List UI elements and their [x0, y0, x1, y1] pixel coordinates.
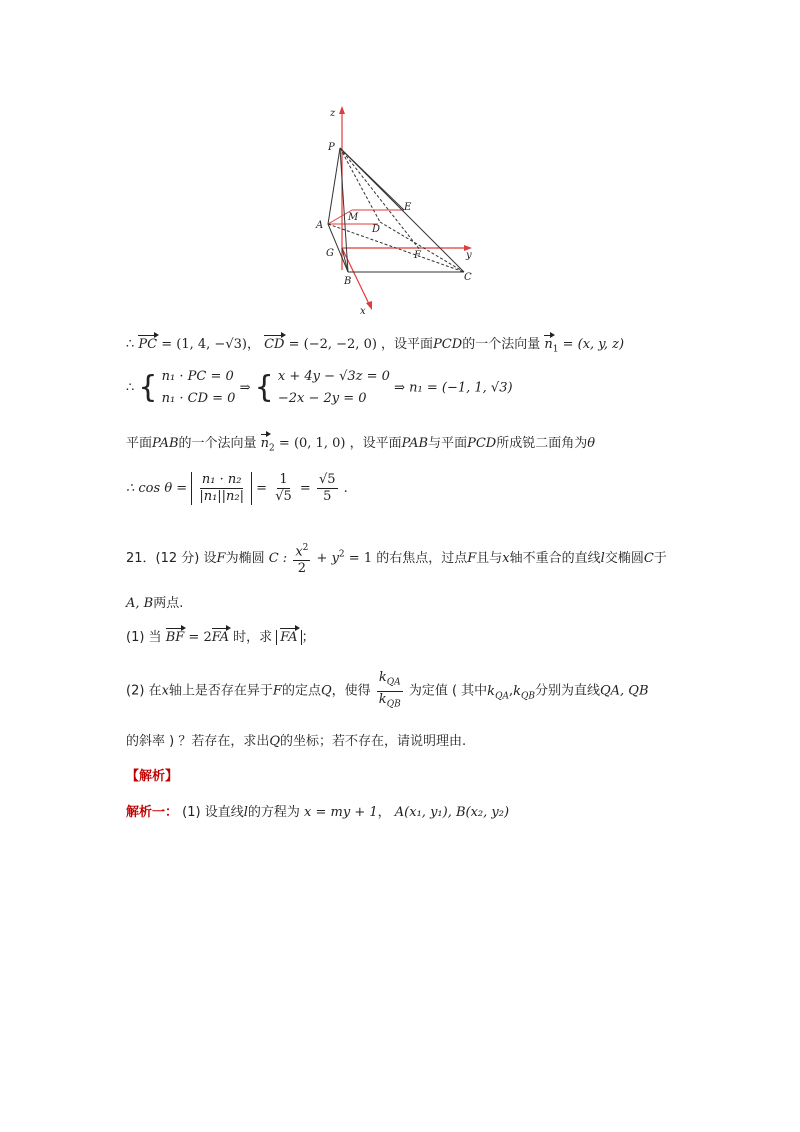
points-AB: A, B — [126, 596, 154, 611]
problem-number: 21．(12 分) — [126, 551, 200, 567]
text-and-plane: 与平面 — [428, 436, 468, 451]
equals-2: = — [299, 481, 311, 496]
text-right-focus: 的右焦点，过点 — [376, 551, 468, 567]
cos-denominator: |n₁||n₂| — [199, 489, 244, 504]
equals-1: = — [256, 481, 268, 496]
vector-pc: PC — [138, 337, 158, 352]
label-A: A — [316, 220, 324, 231]
k-qa-sub: QA — [495, 691, 509, 702]
part1-label: (1) 当 — [126, 630, 162, 645]
part2-text2: 的定点 — [281, 683, 321, 699]
frac-k-num-sub: QA — [386, 677, 401, 688]
frac-two: 2 — [297, 561, 306, 577]
label-C: C — [464, 272, 472, 283]
frac2-den: √5 — [275, 489, 292, 504]
solution-line — [126, 801, 509, 820]
part2-cont2: 的坐标；若不存在，请说明理由. — [280, 734, 467, 749]
plane-pcd: PCD — [433, 337, 463, 352]
solution-comma: ， — [377, 805, 391, 820]
implies-arrow-2: ⇒ — [394, 380, 405, 396]
text-at: 于 — [653, 551, 667, 567]
label-E: E — [404, 202, 412, 213]
edge-PA — [328, 148, 340, 224]
period: . — [343, 481, 348, 496]
ellipse-C-2: C — [643, 551, 654, 567]
plane-pcd-2: PCD — [467, 436, 497, 451]
part1-end: ； — [301, 630, 315, 645]
part2-F: F — [272, 683, 282, 699]
text-intersect: 交椭圆 — [604, 551, 644, 567]
equation-n1-cd: n₁ · CD = 0 — [161, 391, 236, 406]
k-qa: k — [487, 683, 496, 699]
vector-FA-abs: FA — [280, 630, 298, 645]
label-F: F — [414, 250, 421, 261]
equation-3: x + 4y − √3z = 0 — [277, 369, 390, 384]
line-system: ∴ { n₁ · PC = 0 n₁ · CD = 0 ⇒ { x + 4y − √3z = 0 −2x − 2y = 0 ⇒ n₁ = (−1, 1, √3) — [126, 366, 513, 410]
equation-4: −2x − 2y = 0 — [277, 391, 367, 406]
problem-21-line1: 21．(12 分) 设F为椭圆 C : $\frac{x^2}{2}$ + $y^2 = 1$ 的右焦点，过点F且与x轴不重合的直线l交椭圆C于 — [126, 540, 667, 577]
therefore-symbol: ∴ — [126, 337, 135, 352]
comma: , — [508, 683, 514, 699]
text-dihedral: 所成锐二面角为 — [496, 436, 588, 451]
vector-n2-value: = (0, 1, 0) — [278, 436, 346, 451]
edge-PE — [340, 148, 404, 210]
part-1 — [126, 626, 315, 645]
plus-y: + y — [316, 551, 339, 567]
focus-F: F — [216, 551, 226, 567]
label-y: y — [466, 250, 472, 261]
n1-result: n₁ = (−1, 1, √3) — [409, 380, 513, 396]
label-D: D — [372, 224, 381, 235]
text-set-plane: ，设平面 — [349, 436, 402, 451]
text-let: 设 — [203, 551, 217, 567]
vector-cd: CD — [264, 337, 285, 352]
z-axis-arrow — [339, 106, 345, 114]
text-line: 轴不重合的直线 — [509, 551, 601, 567]
theta-symbol: θ — [587, 436, 596, 451]
part2-text3: ，使得 — [331, 683, 371, 699]
x-axis-arrow — [366, 301, 372, 310]
solution-equation: x = my + 1 — [304, 805, 378, 820]
implies-arrow: ⇒ — [239, 380, 251, 396]
label-G: G — [326, 248, 334, 259]
vector-BF: BF — [165, 630, 185, 645]
part2-x: x — [161, 683, 169, 699]
vector-cd-value: = (−2, −2, 0) — [288, 337, 377, 352]
text-normal-vector: 的一个法向量 — [462, 337, 541, 352]
part2-label: (2) 在 — [126, 683, 162, 699]
frac2-num: 1 — [279, 472, 288, 487]
plane-pab: PAB — [152, 436, 179, 451]
part2-text5: 分别为直线 — [534, 683, 600, 699]
part2-text4: 为定值 ( 其中 — [408, 683, 488, 699]
solution-text2: 的方程为 — [247, 805, 300, 820]
k-qb: k — [513, 683, 521, 699]
text-plane: 平面 — [126, 436, 153, 451]
frac-k-num: k — [378, 670, 387, 685]
text-plane-intro: ，设平面 — [381, 337, 434, 352]
line-vectors: ∴ PC = (1, 4, −√3)， CD = (−2, −2, 0) ，设平面PCD的一个法向量 $n_1 = (x$, y, z) — [126, 337, 625, 355]
part-2 — [126, 670, 649, 712]
edge-PD — [340, 148, 380, 222]
text-and: 且与 — [476, 551, 503, 567]
frac3-num: √5 — [318, 472, 336, 487]
plane-pab-2: PAB — [401, 436, 429, 451]
pyramid-figure — [300, 100, 500, 318]
ellipse-C: C : — [268, 551, 288, 567]
text-normal-vector-2: 的一个法向量 — [178, 436, 257, 451]
solution-text1: (1) 设直线 — [182, 805, 244, 820]
cos-lhs: ∴ cos θ = — [126, 481, 188, 496]
label-M: M — [348, 212, 359, 223]
part-2-cont — [126, 730, 466, 749]
frac-k-den: k — [378, 691, 387, 707]
line-plane-pab: 平面PAB的一个法向量 $n_2 = (0$, 1, 0) ，设平面PAB与平面PCD所成锐二面角为θ — [126, 436, 596, 454]
equation-n1-pc: n₁ · PC = 0 — [161, 369, 234, 384]
text-two-points: 两点. — [153, 596, 184, 611]
k-qb-sub: QB — [520, 691, 535, 702]
solution-points: A(x₁, y₁), B(x₂, y₂) — [394, 805, 510, 820]
therefore-symbol-2: ∴ — [126, 380, 135, 396]
line-l: l — [600, 551, 605, 567]
x-axis-var: x — [502, 551, 510, 567]
vector-FA: FA — [211, 630, 229, 645]
part2-lines: QA, QB — [600, 683, 649, 699]
text-ellipse: 为椭圆 — [225, 551, 265, 567]
vector-pc-value: = (1, 4, −√3) — [161, 337, 247, 352]
analysis-header: 【解析】 — [126, 769, 179, 784]
solution-l: l — [243, 805, 248, 820]
part2-Q: Q — [320, 683, 332, 699]
frac-k-den-sub: QB — [386, 699, 401, 710]
label-z: z — [330, 108, 336, 119]
frac3-den: 5 — [323, 489, 332, 504]
part2-Q2: Q — [269, 734, 281, 749]
focus-F-2: F — [467, 551, 477, 567]
label-B: B — [344, 276, 352, 287]
frac-x: x — [295, 544, 303, 560]
line-cos — [126, 472, 348, 505]
part2-cont: 的斜率 ) ？若存在，求出 — [126, 734, 270, 749]
part1-text: 时，求 — [233, 630, 273, 645]
cos-numerator: n₁ · n₂ — [201, 472, 242, 487]
equals-one: = 1 — [348, 551, 373, 567]
part2-text1: 轴上是否存在异于 — [168, 683, 273, 699]
problem-21-line2 — [126, 592, 183, 611]
solution-label: 解析一： — [126, 805, 179, 820]
label-P: P — [328, 142, 335, 153]
vector-n1-value: = (x, y, z) — [562, 337, 625, 352]
part1-eq: = 2 — [188, 630, 212, 645]
label-x: x — [360, 306, 366, 317]
vector-n1: n — [544, 337, 553, 352]
